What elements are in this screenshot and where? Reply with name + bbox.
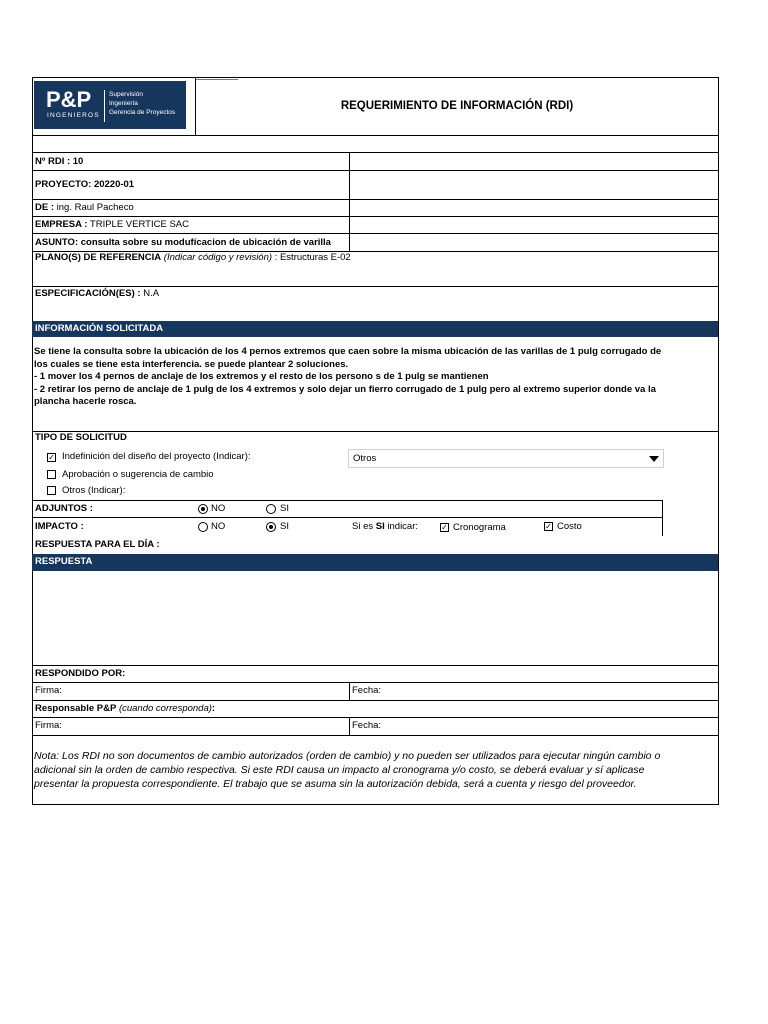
option-change-approval-checkbox[interactable] — [47, 470, 56, 479]
request-type-select[interactable] — [348, 449, 664, 468]
request-type-label: TIPO DE SOLICITUD — [35, 432, 127, 443]
attachments-label: ADJUNTOS : — [35, 503, 93, 514]
signature-label: Firma: — [35, 685, 62, 696]
radio-label: NO — [211, 521, 226, 532]
if-yes-label: Si es SI indicar: — [352, 521, 419, 532]
cost-checkbox[interactable]: ✓ — [545, 522, 552, 531]
option-label: Indefinición del diseño del proyecto (Indicar): — [62, 451, 251, 462]
from-field: DE : ing. Raul Pacheco — [35, 202, 134, 213]
company-logo — [34, 81, 186, 129]
response-date-label: RESPUESTA PARA EL DÍA : — [35, 539, 160, 550]
option-label: Otros (Indicar): — [62, 485, 126, 496]
subject-field: ASUNTO: consulta sobre su modufícacion de ubicación de varilla — [35, 237, 331, 248]
option-undefined-design-checkbox[interactable]: ✓ — [48, 453, 55, 462]
attachments-no-radio[interactable] — [198, 504, 208, 514]
select-value: Otros — [353, 453, 377, 464]
logo-main: P&P — [46, 87, 92, 112]
project-code: PROYECTO: 20220-01 — [35, 179, 135, 190]
form-title: REQUERIMIENTO DE INFORMACIÓN (RDI) — [340, 100, 574, 112]
schedule-label: Cronograma — [453, 522, 506, 533]
responded-by-label: RESPONDIDO POR: — [35, 668, 126, 679]
logo-line: Gerencia de Proyectos — [109, 109, 176, 116]
response-area[interactable] — [33, 572, 717, 664]
logo-line: Supervisión — [109, 91, 143, 98]
option-label: Aprobación o sugerencia de cambio — [62, 469, 214, 480]
specification-field: ESPECIFICACIÓN(ES) : N.A — [35, 288, 160, 299]
signature-label: Firma: — [35, 720, 62, 731]
cost-label: Costo — [557, 521, 582, 532]
radio-label: NO — [211, 503, 226, 514]
logo-sub: INGENIEROS — [47, 112, 100, 119]
impact-no-radio[interactable] — [198, 522, 208, 532]
requested-info-band: INFORMACIÓN SOLICITADA — [32, 321, 718, 337]
radio-label: SI — [280, 503, 289, 514]
impact-si-radio[interactable] — [266, 522, 276, 532]
company-field: EMPRESA : TRIPLE VERTICE SAC — [35, 219, 189, 230]
chevron-down-icon — [649, 456, 659, 462]
impact-label: IMPACTO : — [35, 521, 84, 532]
radio-label: SI — [280, 521, 289, 532]
logo-line: Ingeniería — [109, 100, 138, 107]
date-label: Fecha: — [352, 685, 382, 696]
rdi-number: Nº RDI : 10 — [35, 156, 84, 167]
date-label: Fecha: — [352, 720, 382, 731]
schedule-checkbox[interactable]: ✓ — [441, 523, 448, 532]
reference-plan-field: PLANO(S) DE REFERENCIA (Indicar código y revisión) : Estructuras E-02 — [35, 252, 351, 263]
response-band: RESPUESTA — [32, 554, 718, 571]
disclaimer-note: Nota: Los RDI no son documentos de cambio autorizados (orden de cambio) y no pueden ser utilizados para ejecutar ningún cambio o adicional sin la orden de cambio respectiva. Si este RDI causa un impacto al cronograma y/o costo, se deberá evaluar y sí aplicase presentar la propuesta correspondiente. El trabajo que se asuma sin la autorización debida, será a cuenta y riesgo del proveedor. — [34, 750, 661, 790]
requested-info-text: Se tiene la consulta sobre la ubicación de los 4 pernos extremos que caen sobre la misma ubicación de las varillas de 1 pulg corrugado de los cuales se tiene esta interferencia. se puede plantear 2 soluciones. - 1 mover los 4 pernos de anclaje de los extremos y el resto de los persono s de 1 pulg se mantienen - 2 retirar los perno de anclaje de 1 pulg de los 4 extremos y solo dejar un fierro corrugado de 1 pulg pero al extremo superior donde va la plancha hacerle rosca. — [34, 346, 662, 407]
option-other-checkbox[interactable] — [47, 486, 56, 495]
responsible-label: Responsable P&P (cuando corresponda): — [35, 703, 216, 714]
attachments-si-radio[interactable] — [266, 504, 276, 514]
